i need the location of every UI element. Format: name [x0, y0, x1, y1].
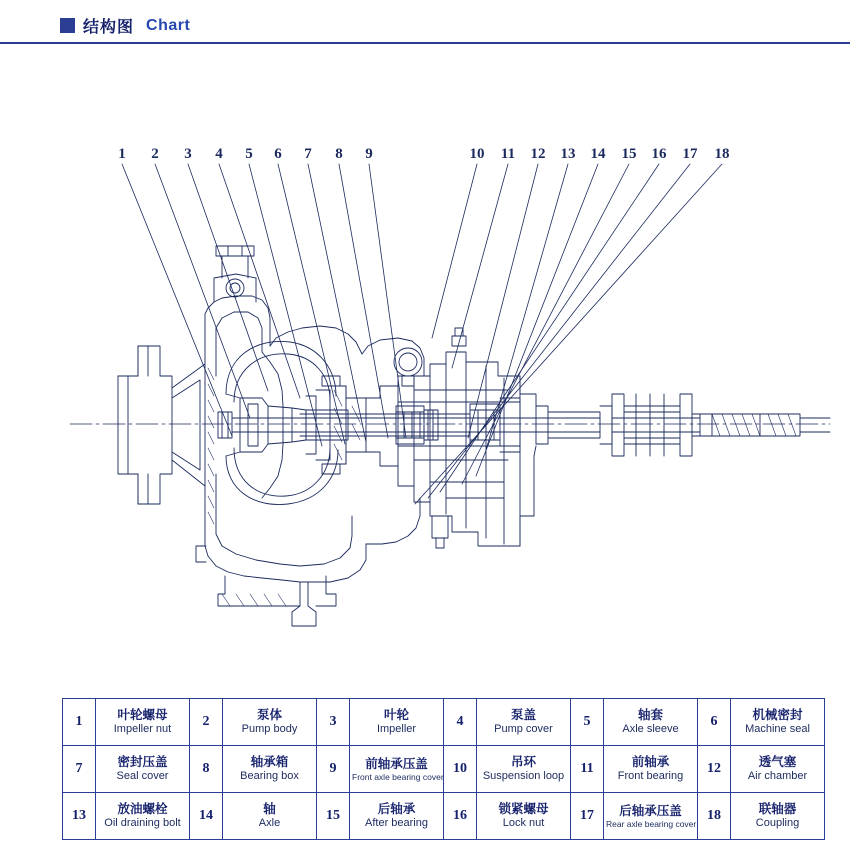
callout-14: 14: [590, 146, 606, 162]
legend-name-cn: 叶轮螺母: [117, 707, 168, 723]
legend-number: 15: [317, 793, 350, 840]
table-row: [63, 793, 825, 840]
legend-number: 6: [698, 699, 731, 746]
legend-name-en: After bearing: [365, 816, 428, 829]
legend-number: 3: [317, 699, 350, 746]
legend-name: [96, 699, 190, 746]
legend-name-en: Bearing box: [240, 769, 299, 782]
legend-name-en: Pump body: [241, 722, 298, 735]
callout-2: 2: [151, 146, 159, 162]
legend-name: [604, 699, 698, 746]
legend-name-cn: 吊环: [510, 754, 536, 770]
parts-legend-table: [62, 698, 825, 840]
header-title-group: [60, 14, 190, 37]
legend-name-en: Front bearing: [617, 769, 684, 782]
legend-name-en: Coupling: [755, 816, 800, 829]
legend-name-cn: 前轴承: [631, 754, 670, 770]
page-header: [0, 0, 850, 46]
legend-name-en: Impeller: [376, 722, 417, 735]
table-row: [63, 746, 825, 793]
legend-name: [604, 746, 698, 793]
legend-name-en: Axle: [258, 816, 281, 829]
callout-18: 18: [714, 146, 730, 162]
callout-5: 5: [245, 146, 253, 162]
legend-name-en: Pump cover: [494, 722, 553, 735]
legend-name-en: Air chamber: [747, 769, 808, 782]
page-title-cn: 结构图: [83, 17, 135, 36]
page-title-en: Chart: [146, 16, 191, 34]
legend-name-en: Impeller nut: [113, 722, 172, 735]
legend-number: 17: [571, 793, 604, 840]
legend-number: 9: [317, 746, 350, 793]
legend-name-en: Rear axle bearing cover: [606, 818, 697, 829]
legend-number: 10: [444, 746, 477, 793]
legend-number: 12: [698, 746, 731, 793]
legend-number: 8: [190, 746, 223, 793]
legend-name-cn: 后轴承压盖: [619, 802, 682, 818]
legend-name-cn: 透气塞: [758, 754, 797, 770]
callout-16: 16: [651, 146, 667, 162]
callout-10: 10: [469, 146, 485, 162]
legend-name: [96, 793, 190, 840]
legend-name: [477, 746, 571, 793]
legend-number: 2: [190, 699, 223, 746]
legend-name-cn: 轴承箱: [250, 754, 289, 770]
header-divider: [0, 42, 850, 44]
legend-name: [604, 793, 698, 840]
callout-4: 4: [215, 146, 223, 162]
legend-number: 16: [444, 793, 477, 840]
callout-17: 17: [682, 146, 698, 162]
legend-name: [477, 699, 571, 746]
callout-12: 12: [530, 146, 546, 162]
legend-name-cn: 泵体: [256, 707, 282, 723]
square-marker-icon: [60, 18, 75, 33]
legend-name-cn: 前轴承压盖: [365, 755, 428, 771]
legend-name-en: Machine seal: [745, 722, 810, 735]
legend-name: [731, 746, 825, 793]
legend-number: 11: [571, 746, 604, 793]
legend-name: [350, 746, 444, 793]
legend-name-cn: 放油螺栓: [117, 801, 168, 817]
legend-name: [223, 746, 317, 793]
legend-name-cn: 后轴承: [377, 801, 416, 817]
legend-name-cn: 锁紧螺母: [498, 801, 549, 817]
legend-number: 18: [698, 793, 731, 840]
legend-number: 4: [444, 699, 477, 746]
callout-3: 3: [184, 146, 192, 162]
callout-15: 15: [621, 146, 637, 162]
legend-name-cn: 叶轮: [383, 707, 409, 723]
callout-6: 6: [274, 146, 282, 162]
callout-13: 13: [560, 146, 576, 162]
legend-name-en: Suspension loop: [482, 769, 565, 782]
legend-name-cn: 轴: [263, 801, 276, 817]
legend-name-cn: 联轴器: [758, 801, 797, 817]
callout-11: 11: [500, 146, 516, 162]
legend-name: [223, 699, 317, 746]
legend-name: [731, 699, 825, 746]
legend-number: 1: [63, 699, 96, 746]
callout-1: 1: [118, 146, 126, 162]
legend-name: [350, 699, 444, 746]
legend-name-cn: 机械密封: [752, 707, 803, 723]
legend-name-en: Oil draining bolt: [104, 816, 181, 829]
callout-7: 7: [304, 146, 312, 162]
legend-name: [350, 793, 444, 840]
table-row: [63, 699, 825, 746]
legend-number: 7: [63, 746, 96, 793]
legend-number: 5: [571, 699, 604, 746]
legend-name: [477, 793, 571, 840]
legend-name: [96, 746, 190, 793]
legend-number: 14: [190, 793, 223, 840]
legend-name-cn: 轴套: [637, 707, 663, 723]
legend-number: 13: [63, 793, 96, 840]
legend-name-en: Lock nut: [502, 816, 545, 829]
callout-8: 8: [335, 146, 343, 162]
legend-name: [731, 793, 825, 840]
legend-name-en: Seal cover: [116, 769, 169, 782]
legend-name-en: Front axle bearing cover: [352, 771, 444, 782]
callout-9: 9: [365, 146, 373, 162]
legend-name: [223, 793, 317, 840]
legend-name-cn: 泵盖: [510, 707, 536, 723]
legend-name-cn: 密封压盖: [117, 754, 168, 770]
pump-cross-section-drawing: [0, 46, 850, 691]
legend-name-en: Axle sleeve: [622, 722, 679, 735]
